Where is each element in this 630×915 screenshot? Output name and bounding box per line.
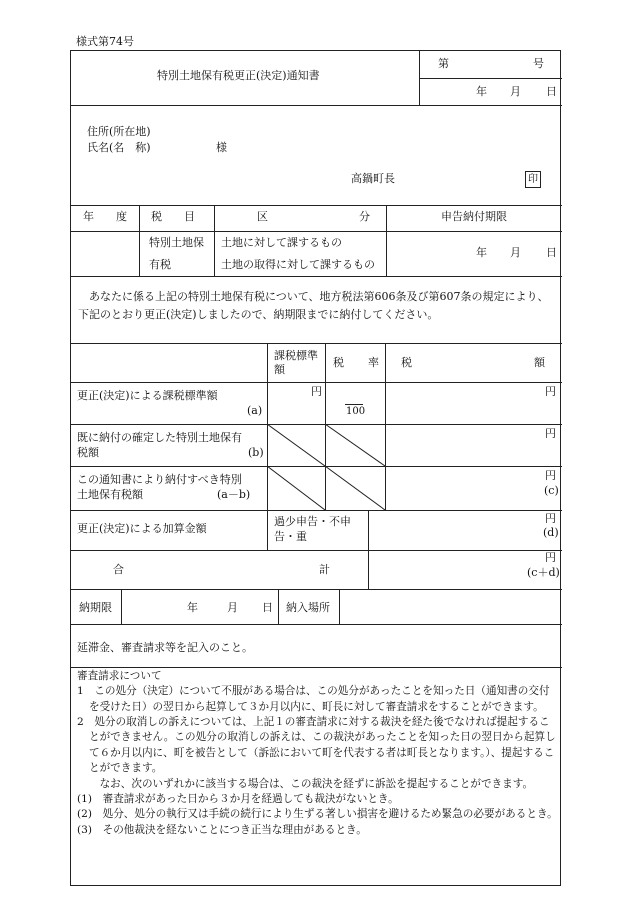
rule	[71, 343, 562, 344]
row-b-label-2: 税額	[77, 446, 99, 459]
note-2-case-3: (3) その他裁決を経ないことにつき正当な理由があるとき。	[77, 823, 367, 836]
rule	[71, 231, 562, 232]
row-a-yen: 円	[311, 385, 322, 398]
deadline-month: 月	[510, 246, 521, 259]
rule	[71, 205, 562, 206]
row-b-tax-yen: 円	[545, 427, 556, 440]
remark: 延滞金、審査請求等を記入のこと。	[77, 641, 253, 654]
issuer: 高鍋町長	[351, 172, 395, 185]
rule	[339, 589, 340, 624]
row-c-tax-yen: 円	[545, 469, 556, 482]
row-c-label-1: この通知書により納付すべき特別	[77, 473, 242, 486]
row-c-tag-right: (c)	[544, 484, 559, 497]
honorific: 様	[216, 141, 227, 154]
note-2: 2 処分の取消しの訴えについては、上記１の審査請求に対する裁決を経た後でなければ提起することができません。この処分の取消しの訴えは、この裁決があったことを知った日の翌日から起算して６か月以内に、町を被告として（訴訟において町を代表する者は町長となります。）、提起することができます。	[77, 716, 556, 775]
notes-heading: 審査請求について	[77, 670, 162, 682]
rule	[71, 589, 562, 590]
total-label-a: 合	[113, 563, 124, 576]
col-year: 年 度	[83, 210, 127, 223]
col-base-1: 課税標準	[274, 349, 318, 362]
col-category-2: 分	[359, 210, 370, 223]
note-2-case-1: (1) 審査請求があった日から３か月を経過しても裁決がないとき。	[77, 792, 399, 805]
note-2-case-2: (2) 処分、処分の執行又は手続の続行により生ずる著しい損害を避けるため緊急の必要があるとき。	[77, 808, 558, 821]
payment-place-label: 納入場所	[286, 601, 330, 614]
rule	[214, 205, 215, 276]
row-b-tag: (b)	[248, 446, 264, 459]
payment-deadline-label: 納期限	[79, 601, 112, 614]
col-rate: 税 率	[333, 356, 379, 369]
rule	[139, 205, 140, 276]
rule	[386, 205, 387, 276]
row-d-tag-right: (d)	[543, 526, 559, 539]
row-a-tag: (a)	[247, 404, 263, 417]
intro-text: あなたに係る上記の特別土地保有税について、地方税法第606条及び第607条の規定により、下記のとおり更正(決定)しましたので、納期限までに納付してください。	[78, 290, 549, 321]
header-split	[419, 78, 562, 79]
name-label: 氏名(名 称)	[87, 141, 151, 154]
note-2-addendum: なお、次のいずれかに該当する場合は、この裁決を経ずに訴訟を提起することができます。	[89, 777, 534, 790]
col-tax: 税	[401, 356, 412, 369]
row-c-label-2: 土地保有税額	[77, 488, 143, 501]
rule	[385, 343, 386, 510]
seal-mark: 印	[525, 171, 541, 188]
note-1: 1 この処分（決定）について不服がある場合は、この処分があったことを知った日（通知書の交付を受けた日）の翌日から起算して３か月以内に、町長に対して審査請求をすることができます。	[77, 685, 550, 713]
appeal-notes	[77, 669, 558, 838]
rule	[121, 589, 122, 624]
rule	[278, 589, 279, 624]
address-label: 住所(所在地)	[87, 125, 151, 138]
rule	[71, 382, 562, 383]
total-tax-yen: 円	[545, 551, 556, 564]
row-d-mid-2: 告・重	[274, 530, 307, 543]
row-b-diagonals	[267, 424, 385, 466]
row-c-tag: (a－b)	[217, 488, 251, 501]
col-tax-item: 税 目	[151, 210, 195, 223]
date-month: 月	[510, 85, 521, 98]
col-tax-2: 額	[534, 356, 545, 369]
row-c-diagonals	[267, 466, 385, 510]
row-a-label: 更正(決定)による課税標準額	[77, 389, 218, 402]
row-a-tax-yen: 円	[545, 385, 556, 398]
rule	[71, 667, 562, 668]
notice-form	[70, 50, 561, 886]
rule	[71, 105, 562, 106]
rate-denominator: 100	[346, 406, 366, 417]
rule	[71, 550, 562, 551]
date-year: 年	[476, 85, 487, 98]
col-base-2: 額	[274, 363, 285, 376]
deadline-day: 日	[546, 246, 557, 259]
rule	[71, 510, 562, 511]
form-number: 様式第74号	[76, 35, 134, 48]
deadline-year: 年	[476, 246, 487, 259]
row-b-label-1: 既に納付の確定した特別土地保有	[77, 431, 242, 444]
rule	[71, 276, 562, 277]
category-land: 土地に対して課するもの	[221, 236, 342, 249]
col-category: 区	[257, 210, 268, 223]
date-day: 日	[546, 85, 557, 98]
total-tag-right: (c＋d)	[527, 566, 560, 579]
row-d-tax-yen: 円	[545, 512, 556, 525]
number-dai: 第	[438, 57, 449, 70]
tax-item-line1: 特別土地保	[149, 236, 204, 249]
tax-item-line2: 有税	[149, 258, 171, 271]
total-label-b: 計	[319, 563, 330, 576]
row-d-mid-1: 過少申告・不申	[274, 515, 351, 528]
category-acquisition: 土地の取得に対して課するもの	[221, 258, 375, 271]
payment-year: 年	[187, 601, 198, 614]
row-d-label: 更正(決定)による加算金額	[77, 522, 207, 535]
document-title: 特別土地保有税更正(決定)通知書	[157, 69, 320, 82]
col-deadline: 申告納付期限	[441, 210, 507, 223]
payment-day: 日	[262, 601, 273, 614]
rule	[71, 624, 562, 625]
payment-month: 月	[227, 601, 238, 614]
number-go: 号	[533, 57, 544, 70]
